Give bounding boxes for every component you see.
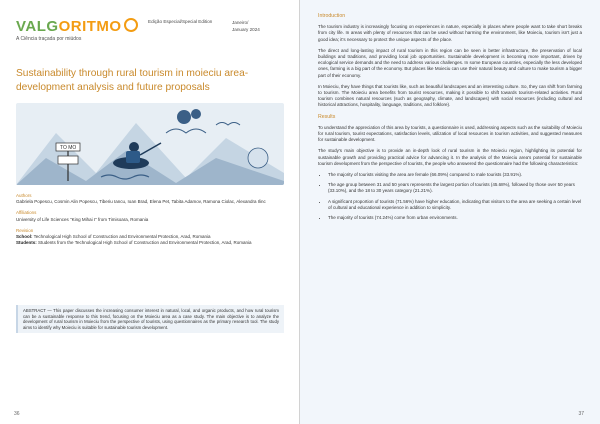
results-paragraph-1: To understand the appreciation of this area by tourists, a questionnaire is used, addressing aspects such as the suitability of Moieciu for rural tourism, tourist expectations, satisfaction levels, utilization of local resources in tourism activities, and suggested measures for sustainable development. [318,124,582,143]
introduction-heading: Introduction [318,13,346,19]
intro-paragraph-3: In Moieciu, they have things that tourists like, such as beautiful landscapes and an interesting culture. So, they can shift from farming to tourism. The Moieciu area benefits from tourist resources, making it possible to shift towards tourism-related activities. Rural tourism combines natural resources (such as geography, climate, and landscapes) with social resources (including cultural and historical attractions, hospitality, language, traditions, and folklore). [318,83,582,108]
results-bullet: • The majority of tourists visiting the area are female (66.09%) compared to male tourists (33.91%). [328,172,582,178]
mountain-illustration [16,103,284,185]
results-heading: Results [318,113,336,120]
results-paragraph-2: The study's main objective is to provide an in-depth look of rural tourism in the Moieciu region, highlighting its potential for sustainable growth and providing practical advice for advancing it. In the analysis of the Moieciu area's potential for sustainable tourism development from the perspective of tourists, the people who answered the questionnaire had the following characteristics: [318,148,582,166]
intro-paragraph-2: The direct and long-lasting impact of rural tourism in this region can be seen in better infrastructure, the preservation of local buildings and traditions, and providing local job opportunities. Sustainable development is becoming more important, driven by ecological service demands and the need to address various challenges. In some European countries, especially the less developed ones, farming is a big part of the economy. But places like Moieciu can use their natural beauty and culture to make tourism a bigger part of their economy. [318,47,582,78]
issue-date-line2: January 2024 [232,27,260,32]
students-line [16,240,284,246]
logo-badge-icon [124,18,138,32]
article-meta [16,193,284,246]
issue-date-line1: Janeiro/ [232,20,249,25]
page-number-left: 36 [14,411,20,417]
results-bullet: • A significant proportion of tourists (71.56%) have higher education, indicating that visitors to the area are seeking a certain level of cultural and educational experience in addition to simplicity. [328,199,582,211]
results-bullet: • The age group between 31 and 50 years represents the largest portion of tourists (45.68%), followed by those over 50 years (33.10%), and the 18 to 30 years category (21.21%). [328,182,582,194]
right-page [300,0,600,424]
valgoritmo-logo [16,18,138,42]
article-illustration [16,103,284,185]
article-title: Sustainability through rural tourism in moieciu area-development analysis and future proposals [16,68,249,93]
students-label: Students: [16,240,37,246]
abstract-box: ABSTRACT — This paper discusses the increasing consumer interest in natural, local, and organic products, and how rural tourism can be a sustainable response to this trend, focusing on the Moieciu area as a case study. The main objective is to analyze the development of rural tourism in Moieciu from the perspective of tourists, using questionnaires as the primary research tool. The study aims to identify why Moieciu is suitable for sustainable tourism development. [16,305,284,333]
issue-date [232,19,260,33]
logo-tagline: A Ciência traçada por miúdos [16,36,82,42]
illustration-sign-text: TO MO [60,145,77,151]
results-bullet-list [318,172,582,221]
affiliations-label: Affiliations [16,210,37,216]
school-label: School: [16,234,33,240]
revision-label: Revision [16,227,34,233]
authors-label: Authors [16,193,32,198]
school-text: Technological High School of Construction and Environmental Protection, Arad, Romania [33,234,211,240]
logo-brand-b: ORITMO [58,18,122,35]
logo-wordmark [16,18,138,35]
intro-paragraph-1: The tourism industry is increasingly focusing on experiences in nature, especially in places where people want to take short breaks from city life. In areas with plenty of resources that can be used without harming the environment, like Moieciu, tourism isn't just a good idea; it's necessary to protect the unique aspects of the place. [318,24,582,42]
page-number-right: 37 [578,411,584,417]
affiliations-text: University of Life Sciences "King Mihai I" from Timisoara, Romania [16,216,149,222]
right-column [318,13,582,225]
logo-brand-a: VALG [16,18,59,35]
students-text: Students from the Technological High School of Construction and Environmental Protection, Arad, Romania [38,240,252,246]
authors-text: Gabriela Popescu, Cosmin Alin Popescu, Tiberiu Iancu, Ioan Brad, Elena Pet, Tabita Adamov, Ramona Ciolac, Alexandra Ilinc [16,199,266,205]
results-bullet: • The majority of tourists (74.24%) come from urban environments. [328,215,582,221]
edition-label: Edição Especial/Special Edition [148,19,213,24]
